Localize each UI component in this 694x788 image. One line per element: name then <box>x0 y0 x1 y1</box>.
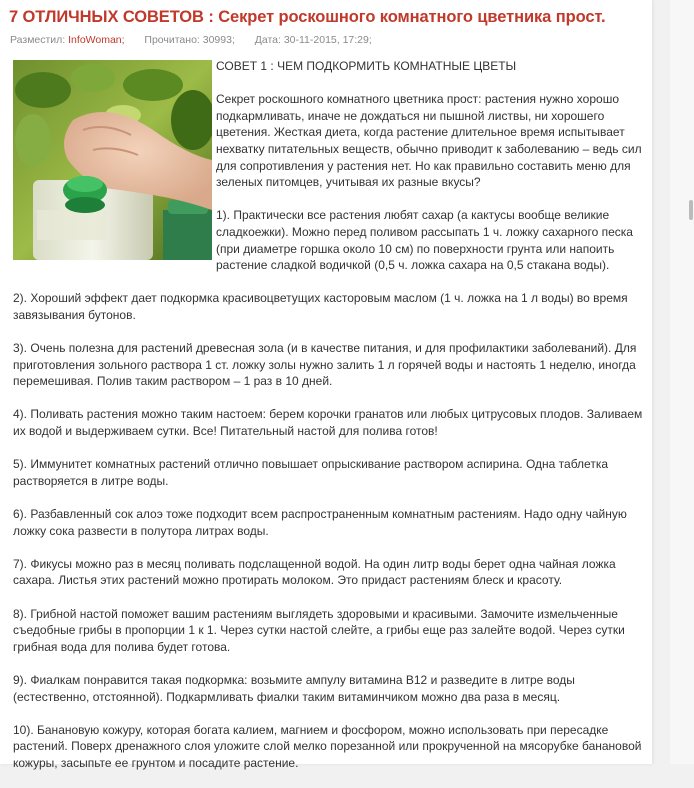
views-label: Прочитано: <box>144 34 200 46</box>
tip-paragraph: 3). Очень полезна для растений древесная зола (и в качестве питания, и для профилактики заболеваний). Для приготовления зольного раствора 1 ст. ложку золы нужно залить 1 л горячей воды и настоять 1 неделю, иногда перемешивая. Полив таким раствором – 1 раз в 10 дней. <box>13 341 637 389</box>
tip-paragraph: 4). Поливать растения можно таким настоем: берем корочки гранатов или любых цитрусовых плодов. Заливаем их водой и выдерживаем сутки. Все! Питательный настой для полива готов! <box>13 407 643 439</box>
tip-paragraph: 9). Фиалкам понравится такая подкормка: возьмите ампулу витамина В12 и разведите в литре воды (естественно, отстоянной). Подкармливать фиалки таким витаминчиком можно два раза в месяц. <box>13 672 575 704</box>
posted-by-label: Разместил: <box>10 34 66 46</box>
tip-paragraph: 2). Хороший эффект дает подкормка красивоцветущих касторовым маслом (1 ч. ложка на 1 л воды) во время завязывания бутонов. <box>13 291 628 322</box>
article-title[interactable]: 7 ОТЛИЧНЫХ СОВЕТОВ : Секрет роскошного комнатного цветника прост. <box>9 8 606 26</box>
tip-paragraph: 7). Фикусы можно раз в месяц поливать подслащенной водой. На один литр воды берет одна чайная ложка сахара. Листья этих растений можно протирать молоком. Это придаст растениям блеск и красоту. <box>13 556 616 588</box>
tip-paragraph: 1). Практически все растения любят сахар (а кактусы вообще великие сладкоежки). Можно перед поливом рассыпать 1 ч. ложку сахарного песка (при диаметре горшка около 10 см) по поверхности грунта или напоить растение сладкой водичкой (0,5 ч. ложка сахара на 0,5 стакана воды). <box>216 208 633 273</box>
tip-paragraph: 8). Грибной настой поможет вашим растениям выглядеть здоровыми и красивыми. Замочите измельченные съедобные грибы в пропорции 1 к 1. Через сутки настой слейте, а грибы еще раз залейте водой. Через сутки грибная вода для полива будет готова. <box>13 606 625 654</box>
views-count: 30993; <box>202 34 235 46</box>
article-meta <box>10 34 372 46</box>
date-value: 30-11-2015, 17:29; <box>283 34 372 46</box>
page-edge <box>670 0 694 764</box>
tip-paragraph: 6). Разбавленный сок алоэ тоже подходит всем распространенным комнатным растениям. Надо одну чайную ложку сока развести в полутора литрах воды. <box>13 507 627 538</box>
author-link[interactable]: InfoWoman; <box>68 34 125 46</box>
date-label: Дата: <box>254 34 281 46</box>
tip-paragraph: 5). Иммунитет комнатных растений отлично повышает опрыскивание раствором аспирина. Одна таблетка растворяется в литре воды. <box>13 457 609 488</box>
scroll-marker[interactable] <box>689 200 693 220</box>
article-body <box>13 58 643 788</box>
section-heading: СОВЕТ 1 : ЧЕМ ПОДКОРМИТЬ КОМНАТНЫЕ ЦВЕТЫ <box>216 59 517 73</box>
tip-paragraph: 10). Банановую кожуру, которая богата калием, магнием и фосфором, можно использовать при пересадке растений. Поверх дренажного слоя уложите слой мелко порезанной или прокрученной на мясорубке банановой кожуры, засыпьте ее грунтом и посадите растение. <box>13 722 642 770</box>
intro-paragraph: Секрет роскошного комнатного цветника прост: растения нужно хорошо подкармливать, иначе не дождаться ни пышной листвы, ни хорошего цветения. Жесткая диета, когда растение длительное время испытывает нехватку питательных веществ, обычно приводит к заболеванию – ведь сил для сопротивления у растения нет. Но как правильно составить меню для зеленых питомцев, учитывая их разные вкусы? <box>216 92 642 190</box>
